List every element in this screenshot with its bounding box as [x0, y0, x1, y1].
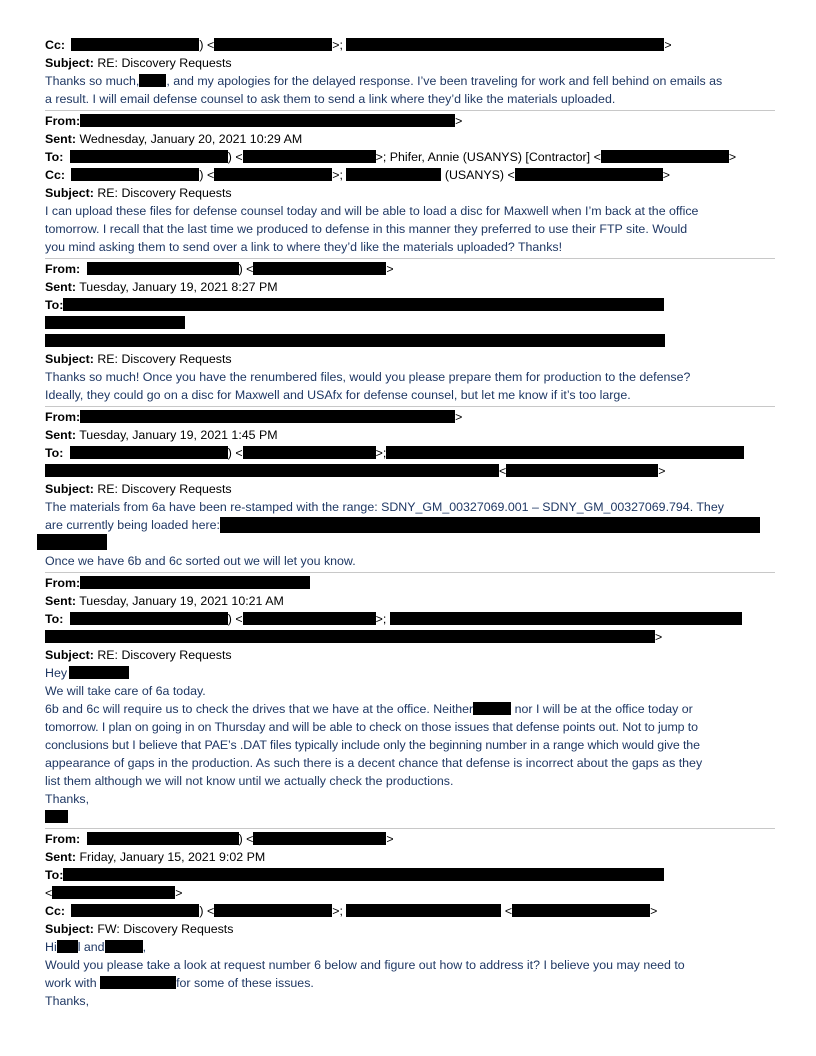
from-line [45, 574, 775, 592]
to-label: To: [45, 868, 64, 882]
to-separator: >; [375, 446, 387, 460]
body-line [45, 700, 775, 718]
email-thread [45, 36, 775, 1010]
from-label: From: [45, 262, 81, 276]
sent-line [45, 426, 775, 444]
from-line [45, 830, 775, 848]
sent-text: Friday, January 15, 2021 9:02 PM [79, 850, 266, 864]
cc-line [45, 36, 775, 54]
sent-text: Tuesday, January 19, 2021 10:21 AM [79, 594, 284, 608]
redaction [71, 168, 199, 181]
sent-label: Sent: [45, 428, 76, 442]
cc-separator: > [664, 38, 672, 52]
subject-text: RE: Discovery Requests [97, 482, 232, 496]
cc-label: Cc: [45, 904, 65, 918]
to-separator: > [658, 464, 666, 478]
cc-separator: > [650, 904, 658, 918]
body-text: , and my apologies for the delayed response. I’ve been traveling for work and fell behind on emails as [166, 74, 723, 88]
redaction [243, 446, 376, 459]
sent-text: Tuesday, January 19, 2021 8:27 PM [79, 280, 278, 294]
subject-line [45, 920, 775, 938]
redaction [71, 38, 199, 51]
redacted-link-line [37, 534, 775, 552]
body-line: appearance of gaps in the production. As such there is a decent chance that defense is incorrect about the gaps as they [45, 756, 703, 770]
body-line: you mind asking them to send over a link to where they’d like the materials uploaded? Thanks! [45, 240, 563, 254]
redaction [139, 74, 166, 87]
from-label: From: [45, 576, 81, 590]
redaction [214, 38, 332, 51]
subject-text: RE: Discovery Requests [97, 352, 232, 366]
signature-line [45, 808, 775, 826]
subject-line [45, 646, 775, 664]
cc-separator: ) < [199, 168, 215, 182]
body-line: Would you please take a look at request number 6 below and figure out how to address it? I believe you may need to [45, 958, 685, 972]
to-continuation [45, 462, 775, 480]
subject-label: Subject: [45, 922, 94, 936]
body-line: Once we have 6b and 6c sorted out we will let you know. [45, 554, 356, 568]
body-text: for some of these issues. [176, 976, 314, 990]
redaction [80, 114, 455, 127]
divider [45, 572, 775, 573]
subject-label: Subject: [45, 482, 94, 496]
subject-text: RE: Discovery Requests [97, 648, 232, 662]
cc-text: (USANYS) < [444, 168, 515, 182]
cc-label: Cc: [45, 38, 65, 52]
redaction [87, 262, 239, 275]
redaction [346, 38, 664, 51]
email-5 [45, 574, 775, 826]
redaction [71, 904, 199, 917]
cc-separator: > [662, 168, 670, 182]
greeting-line [45, 938, 775, 956]
redaction [243, 150, 376, 163]
to-label: To: [45, 446, 64, 460]
body-line: tomorrow. I recall that the last time we produced to defense in this manner they preferred to use their FTP site. Would [45, 222, 688, 236]
redaction [37, 534, 107, 550]
subject-line [45, 54, 775, 72]
from-separator: > [455, 410, 463, 424]
greeting-line [45, 664, 775, 682]
sent-line [45, 130, 775, 148]
divider [45, 258, 775, 259]
redaction [386, 446, 744, 459]
subject-line [45, 480, 775, 498]
email-3 [45, 260, 775, 404]
to-separator: ) < [227, 446, 243, 460]
redaction [52, 886, 175, 899]
redaction [45, 464, 499, 477]
redaction [515, 168, 663, 181]
to-line [45, 610, 775, 628]
to-continuation [45, 628, 775, 646]
to-label: To: [45, 612, 64, 626]
greeting-text: l and [77, 940, 105, 954]
subject-label: Subject: [45, 56, 94, 70]
email-6 [45, 830, 775, 1010]
redaction [57, 940, 78, 953]
redaction [390, 612, 742, 625]
sent-line [45, 592, 775, 610]
divider [45, 828, 775, 829]
from-separator: > [386, 262, 394, 276]
redaction [473, 702, 511, 715]
cc-separator: < [504, 904, 513, 918]
redaction [214, 904, 332, 917]
divider [45, 406, 775, 407]
body-text: Thanks so much, [45, 74, 140, 88]
body-line [45, 974, 775, 992]
cc-separator: ) < [199, 38, 215, 52]
body-line: The materials from 6a have been re-stamped with the range: SDNY_GM_00327069.001 – SDNY_GM_00327069.794. They [45, 500, 724, 514]
to-text: >; Phifer, Annie (USANYS) [Contractor] < [375, 150, 601, 164]
to-line [45, 444, 775, 462]
cc-line [45, 902, 775, 920]
redaction [70, 150, 228, 163]
cc-line [45, 166, 775, 184]
redaction [70, 446, 228, 459]
body-line: Ideally, they could go on a disc for Maxwell and USAfx for defense counsel, but let me know if it’s too large. [45, 388, 631, 402]
email-4 [45, 408, 775, 570]
sent-line [45, 848, 775, 866]
to-continuation [45, 884, 775, 902]
redaction [80, 410, 455, 423]
cc-separator: >; [332, 904, 343, 918]
signoff: Thanks, [45, 792, 90, 806]
redaction [512, 904, 650, 917]
sent-label: Sent: [45, 850, 76, 864]
redaction [346, 904, 501, 917]
subject-label: Subject: [45, 186, 94, 200]
to-separator: > [655, 630, 663, 644]
subject-line [45, 184, 775, 202]
body-text: nor I will be at the office today or [514, 702, 693, 716]
to-line [45, 148, 775, 166]
subject-text: FW: Discovery Requests [97, 922, 234, 936]
body-line: tomorrow. I plan on going in on Thursday and will be able to check on those issues that defense points out. Not to jump to [45, 720, 698, 734]
to-separator: ) < [227, 150, 243, 164]
cc-separator: >; [332, 38, 343, 52]
to-separator: > [728, 150, 737, 164]
body-text: work with [45, 976, 97, 990]
body-line: conclusions but I believe that PAE’s .DAT files typically include only the beginning number in a range which would give the [45, 738, 700, 752]
to-line [45, 296, 775, 314]
redaction [80, 576, 310, 589]
from-separator: > [386, 832, 394, 846]
from-label: From: [45, 114, 81, 128]
from-label: From: [45, 832, 81, 846]
redaction [253, 262, 386, 275]
redaction [45, 810, 68, 823]
redaction [601, 150, 729, 163]
from-label: From: [45, 410, 81, 424]
redaction [100, 976, 176, 989]
greeting-text: , [142, 940, 147, 954]
sent-label: Sent: [45, 132, 76, 146]
from-separator: > [455, 114, 463, 128]
redaction [506, 464, 658, 477]
to-separator: < [45, 886, 53, 900]
subject-text: RE: Discovery Requests [97, 56, 232, 70]
from-line [45, 260, 775, 278]
subject-text: RE: Discovery Requests [97, 186, 232, 200]
redaction [87, 832, 239, 845]
redaction [253, 832, 386, 845]
body-line: list them although we will not know until we actually check the productions. [45, 774, 454, 788]
body-text: are currently being loaded here: [45, 518, 220, 532]
greeting-text: Hey [45, 666, 68, 680]
to-separator: ) < [227, 612, 243, 626]
cc-label: Cc: [45, 168, 65, 182]
redaction [105, 940, 143, 953]
body-line [45, 72, 775, 90]
body-text: 6b and 6c will require us to check the drives that we have at the office. Neither [45, 702, 474, 716]
subject-line [45, 350, 775, 368]
redaction [243, 612, 376, 625]
email-1 [45, 36, 775, 108]
to-continuation [45, 314, 775, 332]
to-continuation [45, 332, 775, 350]
from-separator: ) < [238, 832, 254, 846]
from-line [45, 112, 775, 130]
to-line [45, 866, 775, 884]
body-line [45, 516, 775, 534]
to-label: To: [45, 298, 64, 312]
redaction [63, 868, 664, 881]
redaction [45, 316, 185, 329]
cc-separator: ) < [199, 904, 215, 918]
divider [45, 110, 775, 111]
body-line: I can upload these files for defense counsel today and will be able to load a disc for Maxwell when I’m back at the office [45, 204, 699, 218]
subject-label: Subject: [45, 352, 94, 366]
cc-separator: >; [332, 168, 343, 182]
sent-label: Sent: [45, 594, 76, 608]
body-line: Thanks so much! Once you have the renumbered files, would you please prepare them for production to the defense? [45, 370, 691, 384]
signoff: Thanks, [45, 994, 90, 1008]
body-line: We will take care of 6a today. [45, 684, 206, 698]
redaction [45, 630, 655, 643]
redaction [70, 612, 228, 625]
redaction [214, 168, 332, 181]
from-line [45, 408, 775, 426]
redaction [45, 334, 665, 347]
to-separator: > [175, 886, 183, 900]
subject-label: Subject: [45, 648, 94, 662]
sent-text: Wednesday, January 20, 2021 10:29 AM [79, 132, 303, 146]
to-label: To: [45, 150, 64, 164]
from-separator: ) < [238, 262, 254, 276]
redaction [220, 517, 760, 533]
sent-line [45, 278, 775, 296]
to-separator: < [499, 464, 507, 478]
email-2 [45, 112, 775, 256]
body-line: a result. I will email defense counsel to ask them to send a link where they’d like the materials uploaded. [45, 92, 616, 106]
to-separator: >; [375, 612, 387, 626]
greeting-text: Hi [45, 940, 57, 954]
redaction [346, 168, 441, 181]
sent-text: Tuesday, January 19, 2021 1:45 PM [79, 428, 278, 442]
sent-label: Sent: [45, 280, 76, 294]
redaction [63, 298, 664, 311]
redaction [69, 666, 129, 679]
